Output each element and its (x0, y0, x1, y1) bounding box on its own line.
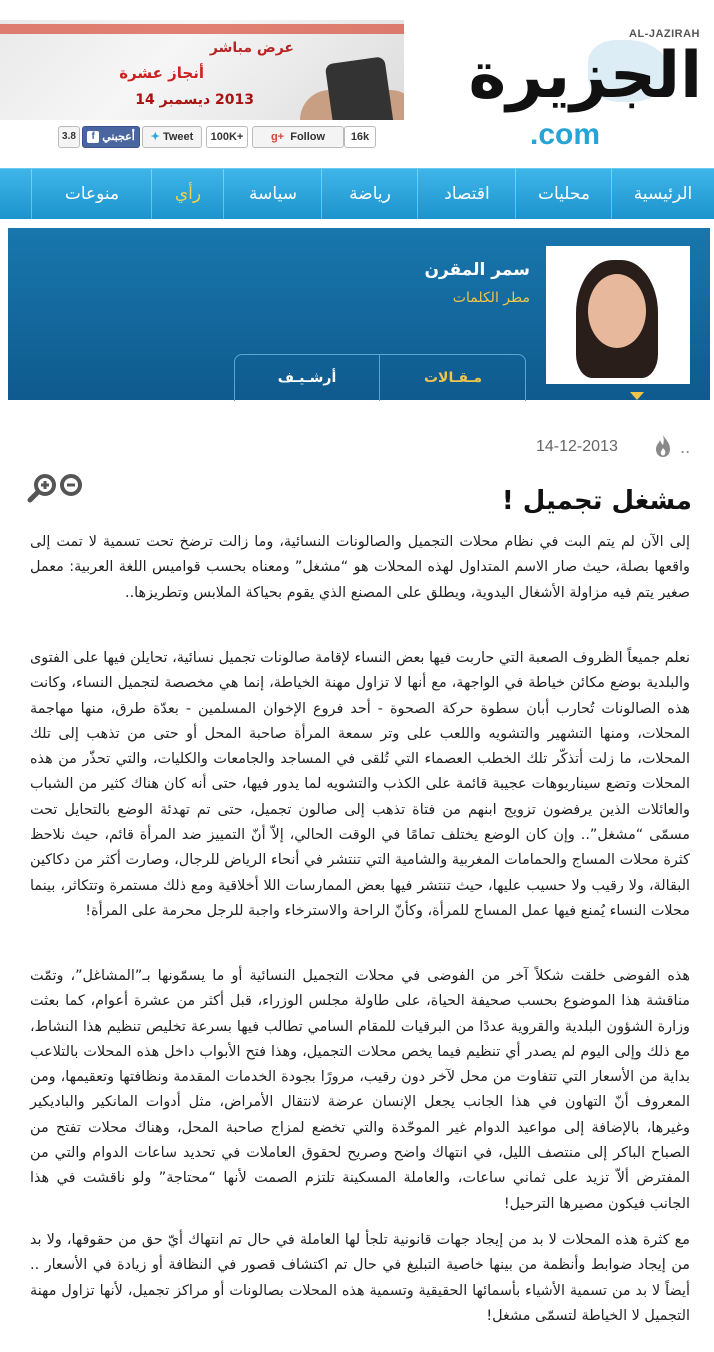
author-photo-face (588, 274, 646, 348)
twitter-icon: ✦ (150, 131, 160, 143)
zoom-in-icon[interactable] (30, 476, 54, 500)
active-tab-arrow-icon (630, 392, 644, 400)
author-panel (8, 228, 710, 400)
logo-dotcom: .com (530, 118, 601, 151)
logo-english: AL-JAZIRAH (629, 28, 700, 40)
zoom-out-icon[interactable] (62, 476, 80, 494)
facebook-like-button[interactable] (82, 126, 140, 148)
nav-item-local[interactable]: محليات (515, 169, 612, 219)
tab-articles[interactable]: مـقـالات (423, 370, 483, 386)
article-paragraph-3: هذه الفوضى خلقت شكلاً آخر من الفوضى في محلات التجميل النسائية أو ما يسمّونها بـ”المشاغل”، وتمّت مناقشة هذا الموضوع بحسب صحيفة الحياة، على طاولة مجلس الوزراء، قبل أكثر من عشرة أعوام، كما بعثت وزارة الشؤون البلدية والقروية عددًا من البرقيات للمقام السامي تطالب فيها بسرعة تخليص تنظيم هذا النشاط، مع ذلك وإلى اليوم لم يصدر أي تنظيم فيما يخص محلات التجميل، وهذا فتح الأبواب داخل هذه المحلات بالتلاعب بداية من الأسعار التي تتفاوت من محل لآخر دون رقيب، مرورًا بجودة الخدمات المقدمة ونظافتها وتعقيمها، ومن المعروف أنّ التهاون في هذا الجانب يجعل الإنسان عرضة لانتقال الأمراض، مثل أدوات المانكير والباديكير وغيرها، بالإضافة إلى مواعيد الدوام غير الموحّدة والتي تخضع لمزاج صاحبة المحل، وهناك محلات تفتح من الصباح الباكر إلى منتصف الليل، في انتهاك واضح وصريح لحقوق العاملات في تحديد ساعات الدوام والتي من المفترض ألاّ تزيد على ثماني ساعات، والعاملة المسكينة تلتزم الصمت لأنها “محتاجة” ولو ناقشت في هذا الجانب فيكون مصيرها الترحيل! (30, 968, 690, 1212)
banner-stripe (0, 24, 404, 34)
banner-text-3: 2013 ديسمبر 14 (135, 92, 254, 108)
banner-text-1: عرض مباشر (209, 40, 294, 56)
zoom-icons[interactable] (26, 472, 86, 504)
site-header (0, 0, 714, 168)
nav-item-sports[interactable]: رياضة (321, 169, 418, 219)
google-plus-icon: g+ (270, 131, 285, 143)
article-title: مشغل تجميل ! (501, 486, 692, 516)
facebook-icon: f (87, 131, 99, 143)
google-plus-follow-label: Follow (290, 131, 326, 143)
main-navigation (0, 168, 714, 219)
google-plus-count: 16k (344, 126, 376, 148)
article-paragraph-4: مع كثرة هذه المحلات لا بد من إيجاد جهات قانونية تلجأ لها العاملة في حال تم انتهاك أيّ حق من حقوقها، ولا بد من إيجاد ضوابط وأنظمة من بينها خاصية التبليغ في حال تم اكتشاف قصور في النظافة أو زيادة في الأسعار .. أيضاً لا بد من تسمية الأشياء بأسمائها الحقيقية وتسمية هذه المحلات بصالونات أو مراكز تجميل، لأنها تزاول مهنة التجميل لا الخياطة لتسمّى مشغل! (30, 1232, 690, 1324)
meta-dots: .. (680, 438, 691, 457)
tweet-count: 100K+ (206, 126, 248, 148)
logo-arabic: الجزيرة (468, 39, 702, 113)
google-plus-follow-button[interactable] (252, 126, 344, 148)
nav-item-economy[interactable]: اقتصاد (417, 169, 516, 219)
nav-item-home[interactable]: الرئيسية (611, 169, 714, 219)
article-paragraph-2: نعلم جميعاً الظروف الصعبة التي حاربت فيها بعض النساء لإقامة صالونات تجميل نسائية، تحايلن فيها على الفتوى والبلدية بوضع مكائن خياطة في الواجهة، مع أنها لا تزاول مهنة الخياطة، إنما هي مخصصة لتجميل النساء، وكانت هذه الصالونات تُحارب أبان سطوة حركة الصحوة - أحد فروع الإخوان المسلمين - بعدّة طرق، منها مهاجمة المحلات، ومنها التشهير والتشويه واللعب على وتر سمعة المرأة صاحبة المحل أو حتى من تذهب إلى تلك المحلات، ما زلت أتذكّر تلك الخطب العصماء التي تُلقى في المساجد والجامعات والكليات، والتي تحذّر من هذه المحلات وتضع سيناريوهات عجيبة قائمة على الكذب والتشويه لما يدور فيها، حتى أنه كان هناك كثير من الشباب والعائلات الذين يرفضون تزويج ابنهم من فتاة تذهب إلى صالون تجميل، حتى تم تهدئة الوضع بالتحايل تحت مسمّى “مشغل”.. وإن كان الوضع يختلف تمامًا في الوقت الحالي، إلاّ أنّ التمييز ضد المرأة قائم، حيث نلاحظ كثرة محلات المساج والحمامات المغربية والشامية التي تنتشر في أنحاء الرياض للرجال، وصارت أكثر من دكاكين البقالة، ولا رقيب ولا حسيب عليها، حيث تنتشر فيها بعض الممارسات اللا أخلاقية ومع ذلك مستمرة وتتكاثر، بينما محلات النساء يُمنع فيها عمل المساج للمرأة، وكأنّ الراحة والاسترخاء واجبة للرجل محرمة على المرأة! (30, 650, 690, 919)
tab-archive[interactable]: أرشـيـف (235, 355, 380, 401)
facebook-like-count: 3.8 (58, 126, 80, 148)
tweet-button[interactable] (142, 126, 202, 148)
site-logo[interactable] (440, 22, 708, 162)
author-column-name: مطر الكلمات (452, 290, 530, 306)
flame-icon (652, 434, 674, 458)
author-tabs (234, 354, 526, 401)
facebook-like-label: أعجبني (102, 131, 135, 143)
nav-item-misc[interactable]: منوعات (31, 169, 152, 219)
author-photo (546, 246, 690, 384)
newspaper-banner-image[interactable] (0, 20, 404, 120)
author-name[interactable]: سمر المقرن (424, 260, 530, 280)
article-paragraph-1: إلى الآن لم يتم البت في نظام محلات التجميل والصالونات النسائية، وما زالت ترضخ تحت تسمية لا تمت إلى واقعها بصلة، حيث صار الاسم المتداول لهذه المحلات هو “مشغل” ومعناه بحسب قواميس اللغة العربية: معمل صغير يتم فيه مزاولة الأشغال اليدوية، ويطلق على المصنع الذي يقوم بحياكة الملابس وتطريزها.. (30, 534, 690, 601)
phone-image (325, 56, 396, 120)
tweet-label: Tweet (162, 131, 194, 143)
nav-item-opinion[interactable]: رأي (151, 169, 224, 219)
article-date: 14-12-2013 (536, 438, 618, 455)
banner-text-2: أنجاز عشرة (119, 64, 204, 82)
nav-item-politics[interactable]: سياسة (223, 169, 322, 219)
